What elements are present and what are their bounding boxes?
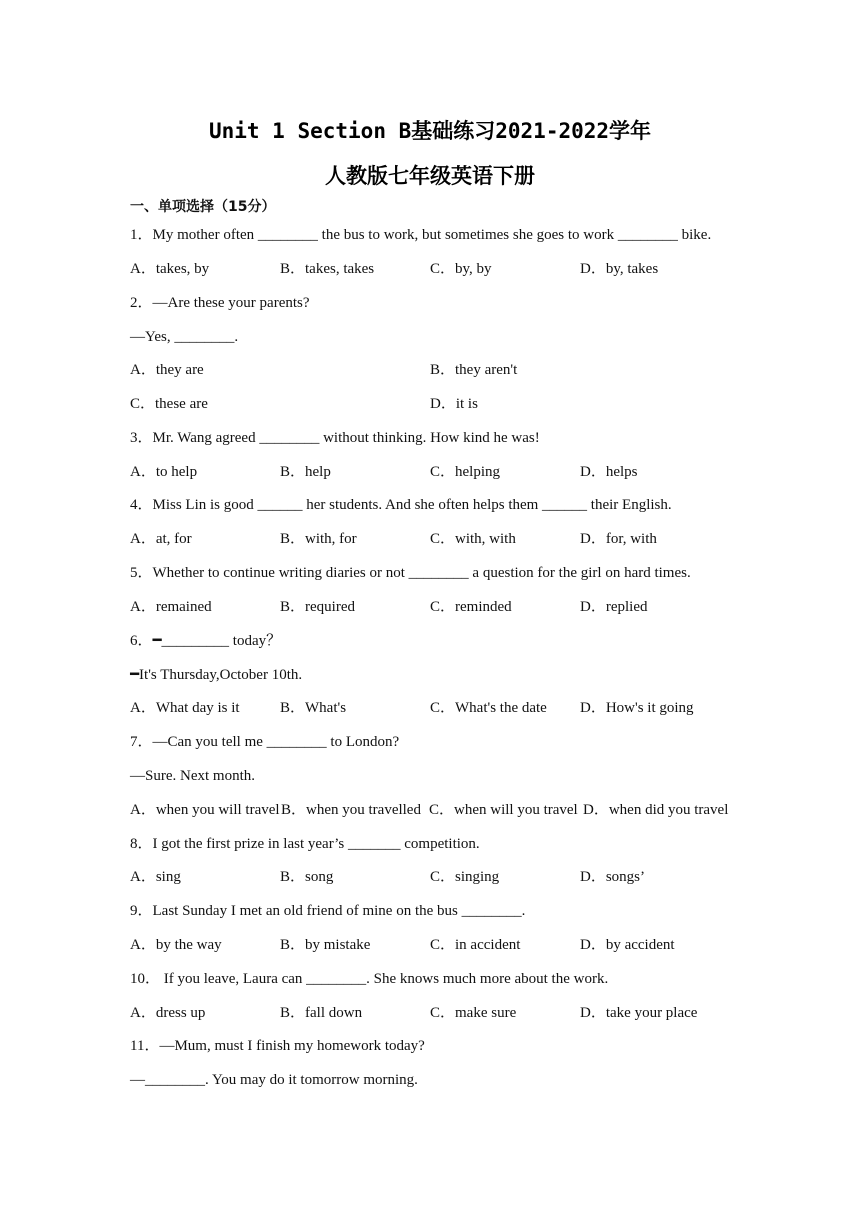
question-7-option-d: D．when did you travel [583, 802, 729, 818]
question-4-option-b: B．with, for [280, 531, 357, 547]
question-2-reply: —Yes, ________. [130, 329, 239, 345]
worksheet-title: Unit 1 Section B基础练习2021-2022学年 [208, 119, 652, 143]
question-9-option-a: A．by the way [130, 937, 222, 953]
question-8-option-a: A．sing [130, 869, 181, 885]
question-10-option-b: B．fall down [280, 1005, 363, 1021]
question-6-option-d: D．How's it going [580, 700, 694, 716]
question-10-stem: 10． If you leave, Laura can ________. She knows much more about the work. [130, 971, 609, 987]
question-9-option-d: D．by accident [580, 937, 675, 953]
question-7-reply: —Sure. Next month. [130, 768, 255, 784]
question-4-option-d: D．for, with [580, 531, 657, 547]
question-6-option-a: A．What day is it [130, 700, 240, 716]
question-3-option-b: B．help [280, 464, 331, 480]
section-heading: 一、单项选择（15分） [130, 199, 276, 215]
question-7-option-a: A．when you will travel [130, 802, 280, 818]
question-2-option-a: A．they are [130, 362, 204, 378]
question-7-stem: 7．—Can you tell me ________ to London? [130, 734, 400, 750]
question-10-option-d: D．take your place [580, 1005, 698, 1021]
question-6-reply: ━It's Thursday,October 10th. [130, 667, 303, 683]
question-9-option-c: C．in accident [430, 937, 521, 953]
question-2-option-b: B．they aren't [430, 362, 518, 378]
question-3-stem: 3．Mr. Wang agreed ________ without thinking. How kind he was! [130, 430, 540, 446]
question-2-option-d: D．it is [430, 396, 478, 412]
question-6-option-c: C．What's the date [430, 700, 547, 716]
question-1-option-a: A．takes, by [130, 261, 210, 277]
question-3-option-a: A．to help [130, 464, 198, 480]
question-6-stem: 6．━_________ today？ [130, 633, 282, 649]
question-2-option-c: C．these are [130, 396, 208, 412]
question-6-option-b: B．What's [280, 700, 347, 716]
question-5-stem: 5．Whether to continue writing diaries or not ________ a question for the girl on hard times. [130, 565, 691, 581]
question-9-stem: 9．Last Sunday I met an old friend of mine on the bus ________. [130, 903, 526, 919]
question-5-option-d: D．replied [580, 599, 648, 615]
worksheet-subtitle: 人教版七年级英语下册 [325, 164, 535, 188]
question-1-option-b: B．takes, takes [280, 261, 375, 277]
question-2-stem: 2．—Are these your parents? [130, 295, 310, 311]
question-11-reply: —________. You may do it tomorrow morning. [130, 1072, 418, 1088]
question-8-option-c: C．singing [430, 869, 500, 885]
question-1-stem: 1．My mother often ________ the bus to work, but sometimes she goes to work ________ bike. [130, 227, 712, 243]
question-5-option-c: C．reminded [430, 599, 512, 615]
question-7-option-b: B．when you travelled [281, 802, 421, 818]
question-7-option-c: C．when will you travel [429, 802, 578, 818]
question-1-option-d: D．by, takes [580, 261, 659, 277]
question-4-option-a: A．at, for [130, 531, 192, 547]
question-5-option-a: A．remained [130, 599, 212, 615]
question-10-option-c: C．make sure [430, 1005, 517, 1021]
question-8-option-b: B．song [280, 869, 334, 885]
question-4-option-c: C．with, with [430, 531, 516, 547]
question-1-option-c: C．by, by [430, 261, 492, 277]
question-8-option-d: D．songs’ [580, 869, 646, 885]
question-11-stem: 11．—Mum, must I finish my homework today? [130, 1038, 425, 1054]
question-10-option-a: A．dress up [130, 1005, 206, 1021]
question-8-stem: 8．I got the first prize in last year’s _______ competition. [130, 836, 480, 852]
question-3-option-d: D．helps [580, 464, 638, 480]
question-9-option-b: B．by mistake [280, 937, 371, 953]
question-5-option-b: B．required [280, 599, 355, 615]
question-4-stem: 4．Miss Lin is good ______ her students. And she often helps them ______ their English. [130, 497, 672, 513]
question-3-option-c: C．helping [430, 464, 500, 480]
